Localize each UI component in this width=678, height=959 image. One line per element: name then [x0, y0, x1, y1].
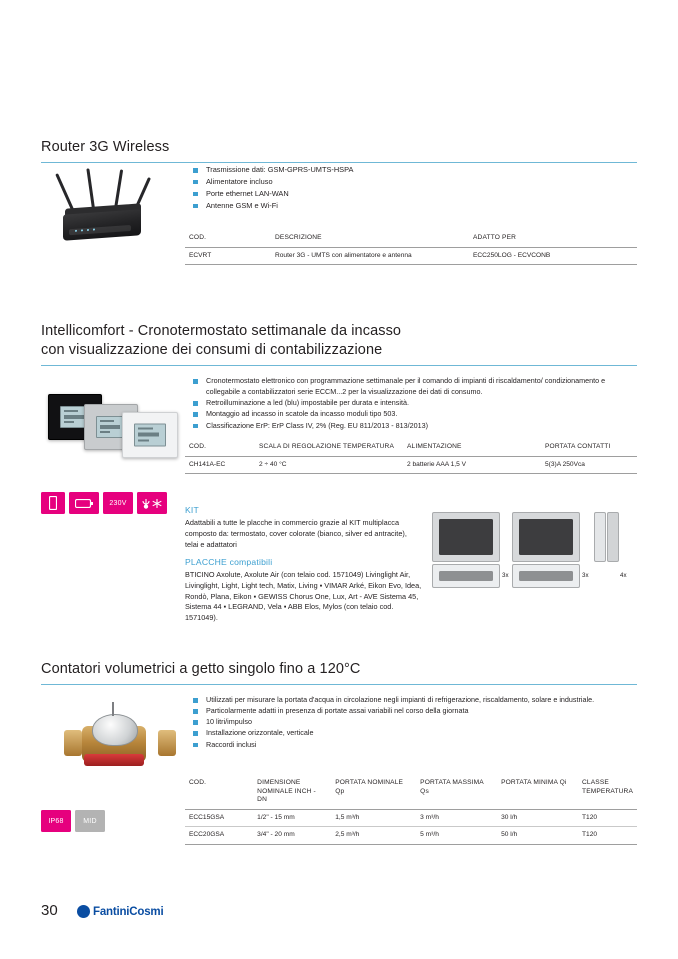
cell-cod: CH141A-EC — [185, 456, 255, 474]
router-spec-table — [185, 231, 637, 265]
cell-portata-minima: 50 l/h — [497, 827, 578, 845]
list-item: Retroilluminazione a led (blu) impostabile per durata e intensità. — [193, 397, 637, 408]
list-item: Particolarmente adatti in presenza di portate assai variabili nel corso della giornata — [193, 705, 637, 716]
compatible-plates-image — [432, 512, 630, 594]
logo-dot-icon — [77, 905, 90, 918]
column-header-portata-massima: PORTATA MASSIMA Qs — [416, 776, 497, 809]
column-header-alimentazione: ALIMENTAZIONE — [403, 440, 541, 456]
contatori-spec-table — [185, 776, 637, 845]
list-item: Utilizzati per misurare la portata d'acqua in circolazione negli impianti di refrigerazione, riscaldamento, solare e industriale. — [193, 694, 637, 705]
column-header-cod: COD. — [185, 231, 271, 247]
page-number: 30 — [41, 902, 58, 919]
cell-portata-nominale: 2,5 m³/h — [331, 827, 416, 845]
kit-description-block — [185, 505, 420, 550]
cell-descrizione: Router 3G - UMTS con alimentatore e antenna — [271, 247, 469, 265]
mid-badge: MID — [75, 810, 105, 832]
brand-logo — [77, 905, 163, 918]
column-header-portata-nominale: PORTATA NOMINALE Qp — [331, 776, 416, 809]
list-item: Raccordi inclusi — [193, 739, 637, 750]
logo-text: FantiniCosmi — [93, 905, 164, 918]
list-item: Alimentatore incluso — [193, 176, 573, 188]
table-header-row — [185, 231, 637, 247]
placche-text: BTICINO Axolute, Axolute Air (con telaio cod. 1571049) Livinglight Air, Livinglight, Light, Light tech, Matix, Living ▪ VIMAR Arké, Eikon Evo, Idea, Rondò, Plana, Eikon ▪ GEWISS Chorus One, Lux, Art - AVE Sistema 45, Sistema 44 ▪ LEGRAND, Vela ▪ ABB Elos, Mylos (con telaio cod. 1571049). — [185, 570, 422, 623]
cell-portata-minima: 30 l/h — [497, 809, 578, 827]
title-divider — [41, 684, 637, 685]
list-item: Montaggio ad incasso in scatole da incasso moduli tipo 503. — [193, 408, 637, 419]
column-header-descrizione: DESCRIZIONE — [271, 231, 469, 247]
cell-cod: ECC20GSA — [185, 827, 253, 845]
section-contatori-header — [41, 660, 637, 685]
placche-block — [185, 557, 428, 624]
section-title-intellicomfort-line2: con visualizzazione dei consumi di contabilizzazione — [41, 342, 383, 359]
column-header-adatto-per: ADATTO PER — [469, 231, 637, 247]
cell-classe-temperatura: T120 — [578, 827, 637, 845]
plate-multiplier: 4x — [620, 572, 627, 579]
cell-portata-massima: 3 m³/h — [416, 809, 497, 827]
water-meter-product-image — [60, 700, 180, 792]
module-icon — [41, 492, 65, 514]
list-item: Trasmissione dati: GSM-GPRS-UMTS-HSPA — [193, 164, 573, 176]
section-title-contatori: Contatori volumetrici a getto singolo fino a 120°C — [41, 661, 361, 677]
voltage-icon: 230V — [103, 492, 133, 514]
table-row — [185, 827, 637, 845]
list-item: Antenne GSM e Wi-Fi — [193, 200, 573, 212]
kit-text: Adattabili a tutte le placche in commercio grazie al KIT multiplacca composto da: termostato, cover colorate (bianco, silver ed antracite), telai e adattatori — [185, 518, 407, 549]
title-divider — [41, 162, 637, 163]
router-feature-list — [193, 164, 573, 212]
battery-icon — [69, 492, 99, 514]
column-header-portata-minima: PORTATA MINIMA Qi — [497, 776, 578, 809]
section-router-header — [41, 138, 637, 163]
cell-alimentazione: 2 batterie AAA 1,5 V — [403, 456, 541, 474]
cell-scala: 2 ÷ 40 °C — [255, 456, 403, 474]
cell-classe-temperatura: T120 — [578, 809, 637, 827]
placche-heading: PLACCHE compatibili — [185, 557, 273, 567]
list-item: Cronotermostato elettronico con programmazione settimanale per il comando di impianti di riscaldamento/ condizionamento e collegabile a contabilizzatori serie ECCM...2 per la visualizzazione dei dati di consumo. — [193, 375, 637, 397]
table-row — [185, 809, 637, 827]
heating-cooling-icon — [137, 492, 167, 514]
column-header-portata-contatti: PORTATA CONTATTI — [541, 440, 637, 456]
plate-multiplier: 3x — [582, 572, 589, 579]
section-title-router: Router 3G Wireless — [41, 139, 170, 155]
table-row — [185, 456, 637, 474]
plate-multiplier: 3x — [502, 572, 509, 579]
list-item: 10 litri/impulso — [193, 716, 637, 727]
table-header-row — [185, 440, 637, 456]
section-intellicomfort-header — [41, 322, 637, 366]
column-header-dimensione: DIMENSIONE NOMINALE INCH - DN — [253, 776, 331, 809]
title-divider — [41, 365, 637, 366]
intellicomfort-spec-table — [185, 440, 637, 474]
list-item: Installazione orizzontale, verticale — [193, 727, 637, 738]
ip68-badge: IP68 — [41, 810, 71, 832]
cell-portata-nominale: 1,5 m³/h — [331, 809, 416, 827]
table-header-row — [185, 776, 637, 809]
contatori-feature-list — [193, 694, 637, 750]
cell-cod: ECVRT — [185, 247, 271, 265]
column-header-classe-temperatura: CLASSE TEMPERATURA — [578, 776, 637, 809]
column-header-scala: SCALA DI REGOLAZIONE TEMPERATURA — [255, 440, 403, 456]
cell-portata-massima: 5 m³/h — [416, 827, 497, 845]
section-title-intellicomfort-line1: Intellicomfort - Cronotermostato settimanale da incasso — [41, 323, 402, 339]
table-row — [185, 247, 637, 265]
list-item: Classificazione ErP: ErP Class IV, 2% (Reg. EU 811/2013 - 813/2013) — [193, 420, 637, 431]
cell-dimensione: 1/2" - 15 mm — [253, 809, 331, 827]
column-header-cod: COD. — [185, 440, 255, 456]
cell-portata-contatti: 5(3)A 250Vca — [541, 456, 637, 474]
thermostat-product-image — [48, 390, 188, 454]
list-item: Porte ethernet LAN-WAN — [193, 188, 573, 200]
kit-heading: KIT — [185, 505, 199, 515]
contatori-badge-row — [41, 810, 105, 832]
router-product-image — [55, 168, 173, 244]
intellicomfort-badge-row — [41, 492, 167, 514]
cell-adatto-per: ECC250LOG - ECVCONB — [469, 247, 637, 265]
column-header-cod: COD. — [185, 776, 253, 809]
cell-dimensione: 3/4" - 20 mm — [253, 827, 331, 845]
intellicomfort-feature-list — [193, 375, 637, 431]
cell-cod: ECC15GSA — [185, 809, 253, 827]
